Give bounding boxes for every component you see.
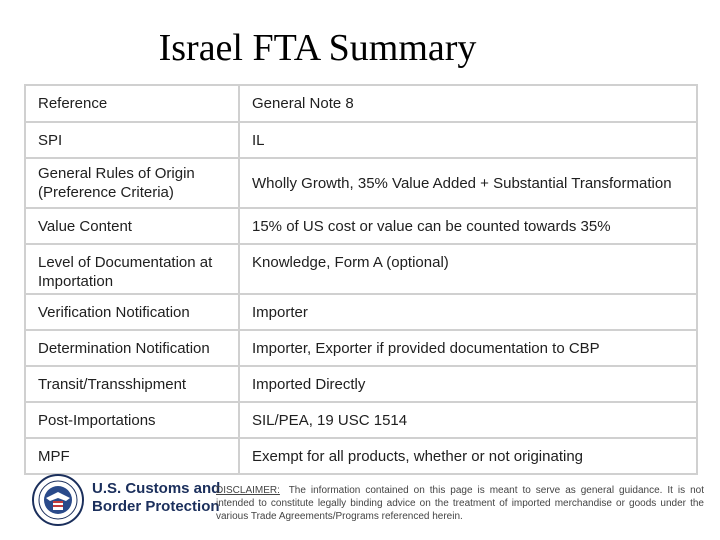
row-label: MPF xyxy=(25,438,239,474)
row-label: Verification Notification xyxy=(25,294,239,330)
row-label: General Rules of Origin (Preference Criteria) xyxy=(25,158,239,208)
logo-line-1: U.S. Customs and xyxy=(92,480,221,497)
row-value: Imported Directly xyxy=(239,366,697,402)
table-row xyxy=(25,244,697,294)
row-value: General Note 8 xyxy=(239,85,697,122)
row-label: Determination Notification xyxy=(25,330,239,366)
row-value: Wholly Growth, 35% Value Added + Substantial Transformation xyxy=(239,158,697,208)
table-row xyxy=(25,294,697,330)
logo-text xyxy=(92,480,220,516)
table-row xyxy=(25,158,697,208)
page-title: Israel FTA Summary xyxy=(158,27,477,69)
cbp-logo xyxy=(32,474,221,526)
table-row xyxy=(25,438,697,474)
row-label: Level of Documentation at Importation xyxy=(25,244,239,294)
row-value: IL xyxy=(239,122,697,158)
fta-summary-table xyxy=(24,84,698,475)
table-row xyxy=(25,85,697,122)
table-row xyxy=(25,402,697,438)
table-row xyxy=(25,330,697,366)
disclaimer-text: The information contained on this page is meant to serve as general guidance. It is not intended to constitute legally binding advice on the treatment of imported merchandise or goods under the various Trade Agreements/Programs referenced herein. xyxy=(216,485,704,522)
row-value: Exempt for all products, whether or not originating xyxy=(239,438,697,474)
row-value: Importer xyxy=(239,294,697,330)
row-value: Knowledge, Form A (optional) xyxy=(239,244,697,294)
row-label: Transit/Transshipment xyxy=(25,366,239,402)
row-value: Importer, Exporter if provided documentation to CBP xyxy=(239,330,697,366)
row-label: Post-Importations xyxy=(25,402,239,438)
disclaimer-label: DISCLAIMER: xyxy=(216,485,280,496)
table-row xyxy=(25,366,697,402)
logo-line-2: Border Protection xyxy=(92,498,220,515)
row-label: Value Content xyxy=(25,208,239,244)
table-row xyxy=(25,122,697,158)
row-label: Reference xyxy=(25,85,239,122)
table-row xyxy=(25,208,697,244)
row-value: SIL/PEA, 19 USC 1514 xyxy=(239,402,697,438)
row-value: 15% of US cost or value can be counted towards 35% xyxy=(239,208,697,244)
dhs-seal-icon xyxy=(32,474,84,526)
disclaimer xyxy=(216,484,704,523)
row-label: SPI xyxy=(25,122,239,158)
